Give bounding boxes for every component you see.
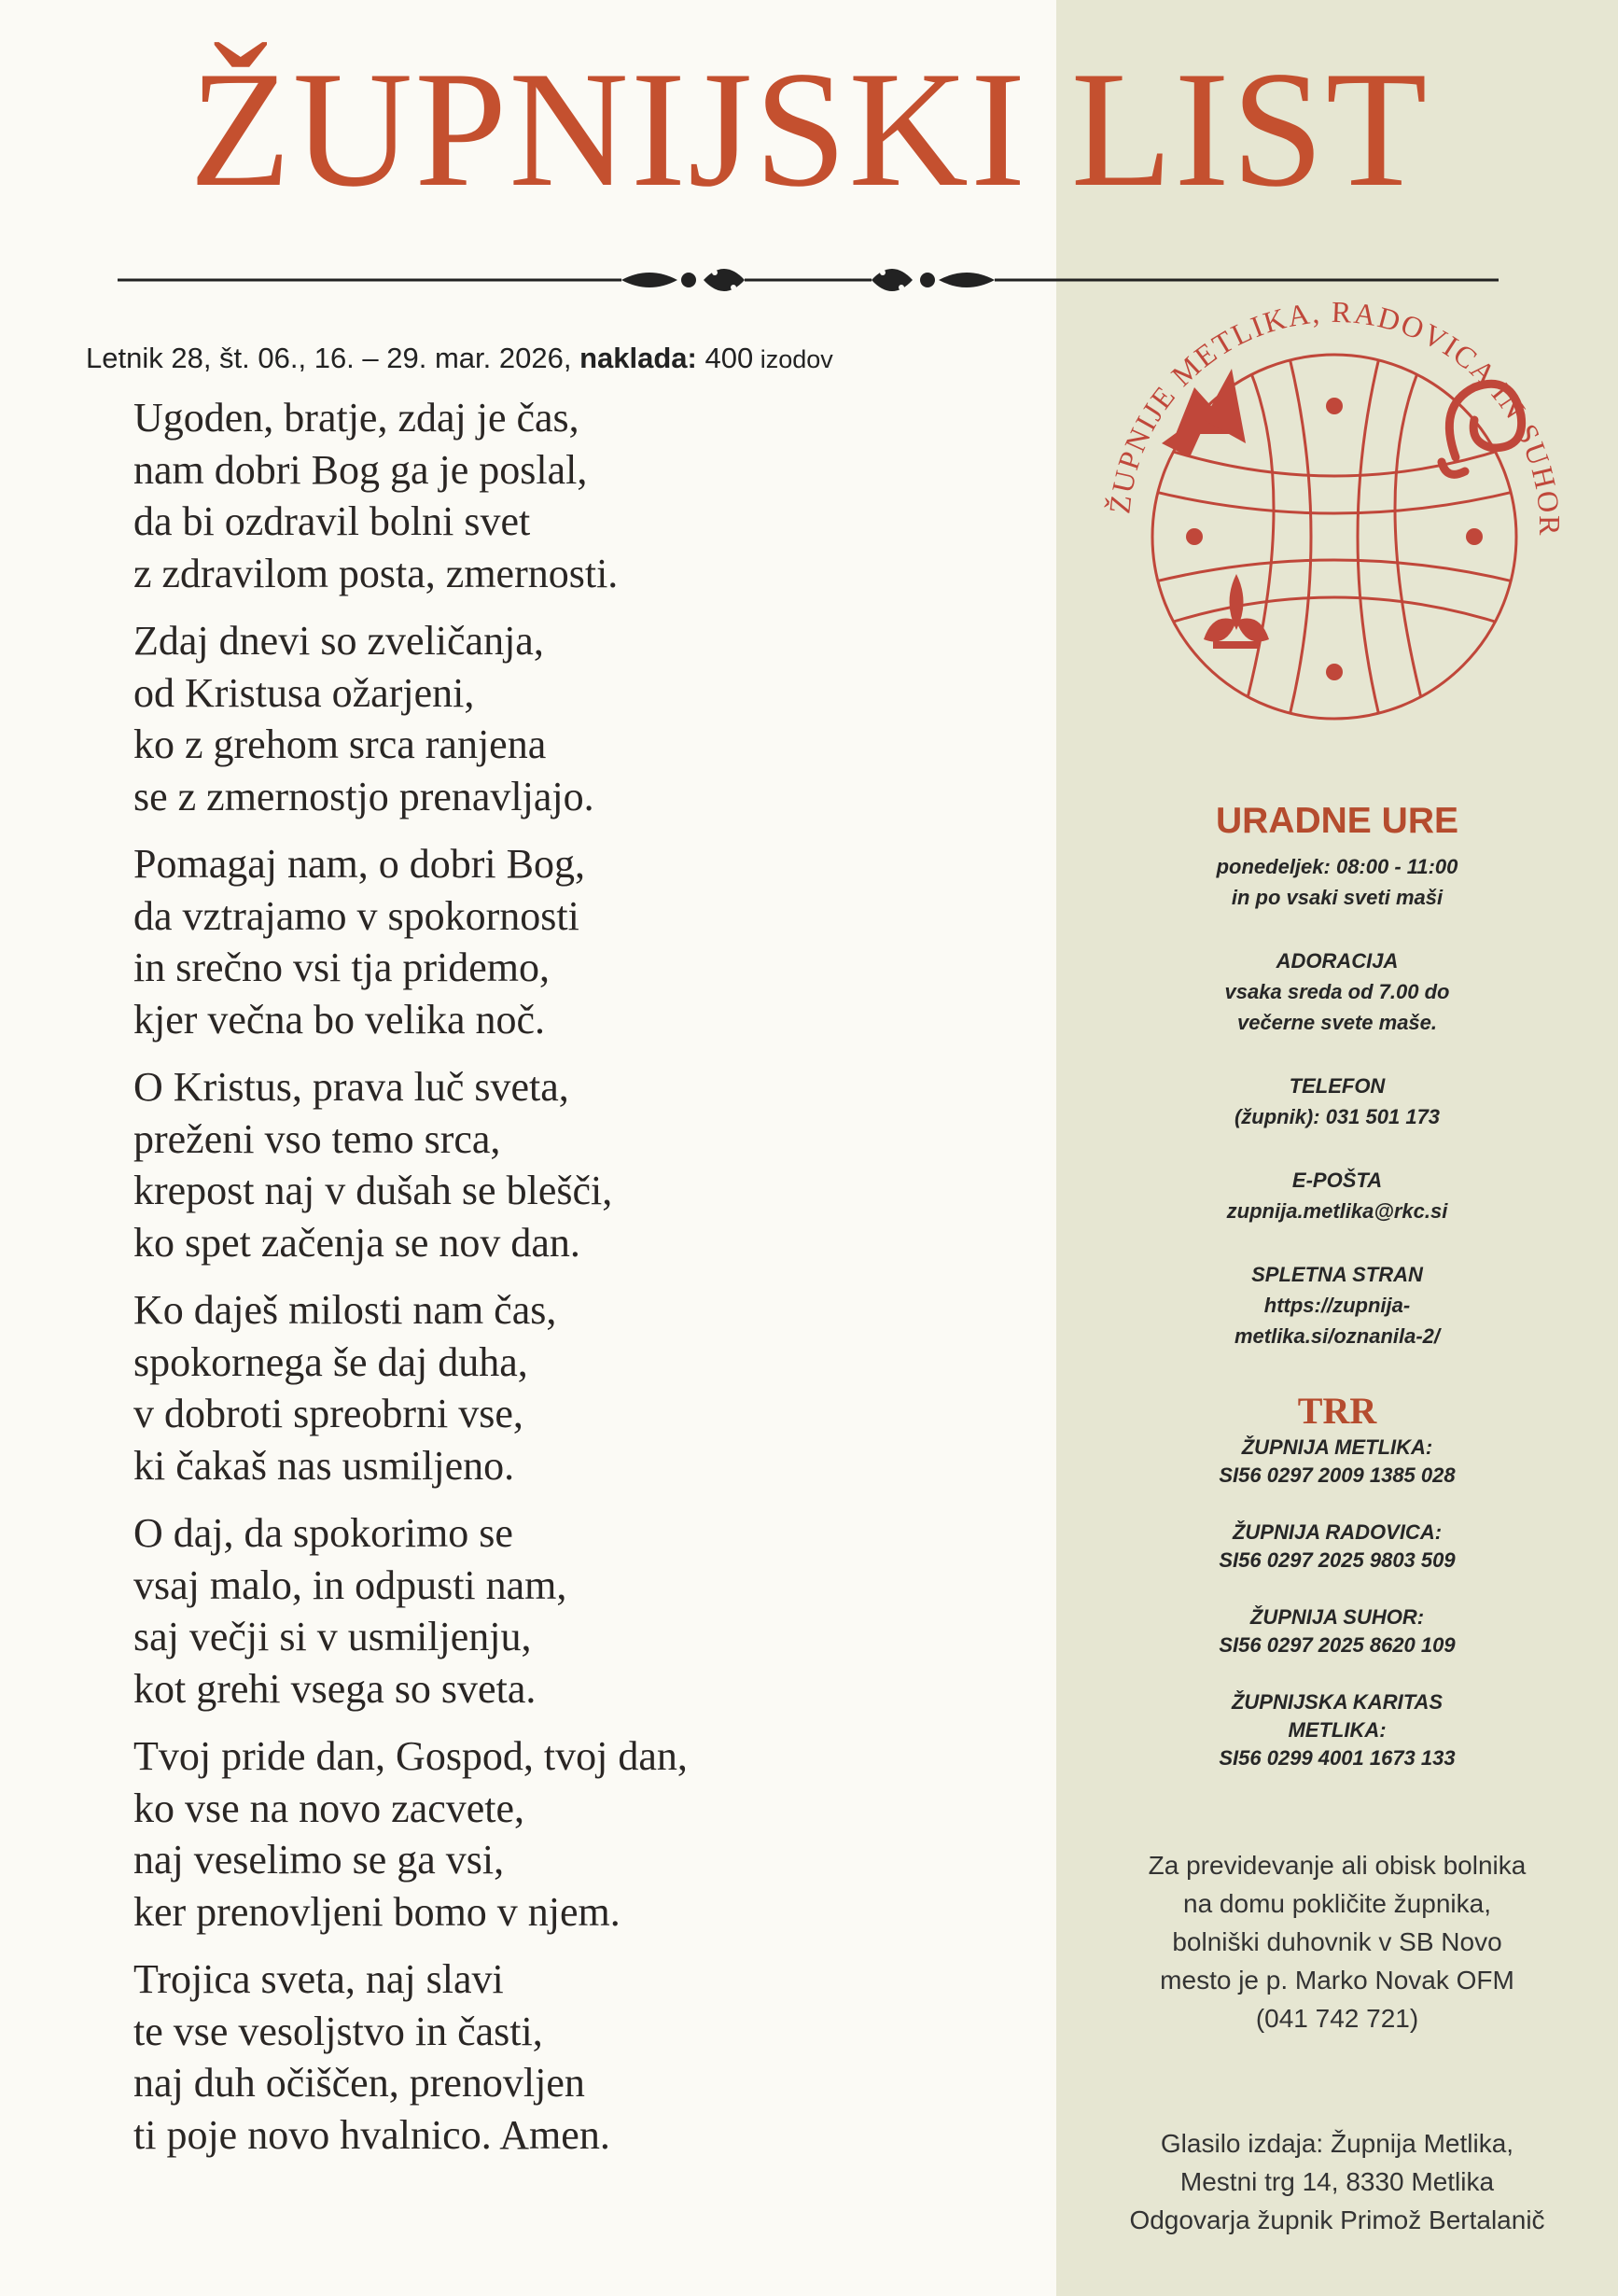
parish-logo [1073,294,1596,742]
phone-label: TELEFON [1289,1074,1386,1098]
bank-account-name: ŽUPNIJA METLIKA: [1241,1435,1433,1459]
issue-print-run-value: 400 [696,342,754,374]
visit-note-line: na domu pokličite župnika, [1183,1889,1491,1918]
poem-line: O daj, da spokorimo se [133,1510,513,1556]
visit-note-line: bolniški duhovnik v SB Novo [1172,1927,1502,1956]
poem-line: ko spet začenja se nov dan. [133,1219,580,1266]
office-hours-heading: URADNE URE [1215,801,1458,841]
poem-line: ti poje novo hvalnico. Amen. [133,2111,610,2158]
email-address: zupnija.metlika@rkc.si [1226,1199,1448,1223]
visit-note-line: (041 742 721) [1255,2004,1419,2033]
publisher-line: Mestni trg 14, 8330 Metlika [1179,2167,1495,2196]
phone-number: (župnik): 031 501 173 [1234,1105,1441,1128]
bank-account-name: ŽUPNIJA RADOVICA: [1232,1520,1443,1544]
poem-line: naj veselimo se ga vsi, [133,1837,505,1883]
poem-line: Pomagaj nam, o dobri Bog, [133,841,585,887]
bank-account-iban: SI56 0299 4001 1673 133 [1219,1746,1456,1770]
poem-line: Zdaj dnevi so zveličanja, [133,618,544,664]
poem-line: nam dobri Bog ga je poslal, [133,446,588,493]
poem-line: da bi ozdravil bolni svet [133,498,531,544]
bank-account-name: ŽUPNIJA SUHOR: [1249,1605,1425,1629]
poem-line: z zdravilom posta, zmernosti. [133,550,619,596]
publisher-info [1056,2124,1618,2239]
poem-line: kjer večna bo velika noč. [133,996,546,1043]
bank-account-iban: SI56 0297 2025 8620 109 [1219,1633,1456,1657]
bank-accounts [1056,1434,1618,1801]
adoration-info [1056,945,1618,1038]
trr-heading: TRR [1297,1390,1377,1432]
issue-volume-date: Letnik 28, št. 06., 16. – 29. mar. 2026, [86,342,580,374]
visit-note-line: mesto je p. Marko Novak OFM [1160,1966,1514,1995]
website-info [1056,1259,1618,1351]
poem-line: spokornega še daj duha, [133,1338,528,1385]
publisher-line: Glasilo izdaja: Župnija Metlika, [1160,2129,1514,2158]
poem-line: kot grehi vsega so sveta. [133,1665,537,1712]
bank-account [1056,1434,1618,1490]
poem-line: ki čakaš nas usmiljeno. [133,1442,515,1489]
bank-account [1056,1519,1618,1575]
poem-stanza [133,1061,1029,1268]
office-hours-line: in po vsaki sveti maši [1231,886,1444,909]
poem-line: naj duh očiščen, prenovljen [133,2060,585,2106]
issue-info [86,342,833,375]
phone-info [1056,1071,1618,1132]
poem-stanza [133,1953,1029,2161]
bank-account [1056,1688,1618,1772]
logo-ring-text: ŽUPNIJE METLIKA, RADOVICA IN SUHOR [1102,294,1568,538]
email-info [1056,1165,1618,1226]
bank-account-name: ŽUPNIJSKA KARITAS [1231,1690,1444,1714]
office-hours-line: ponedeljek: 08:00 - 11:00 [1216,855,1458,878]
poem-line: da vztrajamo v spokornosti [133,892,579,939]
poem-line: krepost naj v dušah se blešči, [133,1168,613,1213]
bank-account-iban: SI56 0297 2009 1385 028 [1219,1463,1456,1487]
poem-stanza [133,1507,1029,1715]
adoration-label: ADORACIJA [1276,949,1399,973]
poem-line: v dobroti spreobrni vse, [133,1391,523,1436]
office-info [1056,851,1618,1384]
poem-line: Tvoj pride dan, Gospod, tvoj dan, [133,1733,688,1779]
visit-note-line: Za previdevanje ali obisk bolnika [1148,1851,1527,1880]
poem-stanza [133,392,1029,599]
poem-line: te vse vesoljstvo in časti, [133,2008,543,2054]
poem-line: ko vse na novo zacvete, [133,1785,525,1831]
bank-account-name: METLIKA: [1288,1718,1387,1742]
poem-line: saj večji si v usmiljenju, [133,1614,532,1659]
page-title: ŽUPNIJSKI LIST [189,36,1430,221]
office-hours [1056,851,1618,913]
poem-line: od Kristusa ožarjeni, [133,669,475,716]
website-label: SPLETNA STRAN [1251,1263,1423,1286]
poem-line: vsaj malo, in odpusti nam, [133,1561,567,1608]
poem-line: in srečno vsi tja pridemo, [133,945,551,990]
issue-print-run-label: naklada: [579,342,697,374]
poem-line: preženi vso temo srca, [133,1115,501,1162]
issue-print-run-unit: izodov [753,345,833,373]
bank-account-iban: SI56 0297 2025 9803 509 [1219,1548,1456,1572]
poem-line: Trojica sveta, naj slavi [133,1956,504,2002]
poem-line: Ugoden, bratje, zdaj je čas, [133,395,579,441]
visit-note [1056,1846,1618,2037]
poem-stanza [133,838,1029,1045]
adoration-line: vsaka sreda od 7.00 do [1224,980,1450,1003]
poem-stanza [133,1284,1029,1491]
poem-line: ker prenovljeni bomo v njem. [133,1888,621,1935]
poem-line: ko z grehom srca ranjena [133,721,547,767]
poem-stanza [133,615,1029,822]
email-label: E-POŠTA [1291,1169,1383,1192]
bank-account [1056,1603,1618,1659]
publisher-line: Odgovarja župnik Primož Bertalanič [1129,2205,1545,2234]
poem-stanza [133,1730,1029,1938]
poem [133,392,1029,2177]
website-url: metlika.si/oznanila-2/ [1234,1324,1441,1348]
adoration-line: večerne svete maše. [1236,1011,1438,1034]
svg-text:ŽUPNIJE METLIKA, RADOVICA IN S [1102,295,1567,538]
poem-line: se z zmernostjo prenavljajo. [133,773,594,819]
poem-line: O Kristus, prava luč sveta, [133,1064,569,1110]
website-url: https://zupnija- [1263,1294,1411,1317]
poem-line: Ko daješ milosti nam čas, [133,1287,557,1333]
